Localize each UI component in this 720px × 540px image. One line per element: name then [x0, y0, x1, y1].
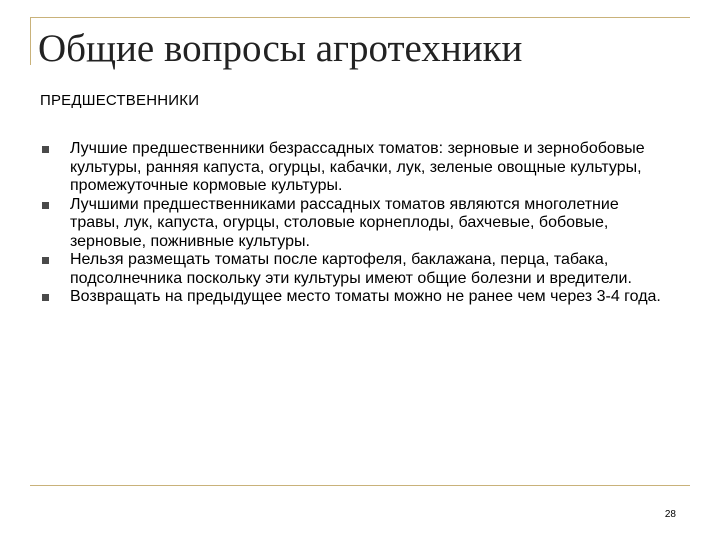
- bullet-item: [40, 196, 690, 252]
- slide-title: Общие вопросы агротехники: [38, 27, 523, 70]
- square-bullet-icon: [42, 202, 49, 209]
- bullet-item: [40, 140, 690, 196]
- bullet-text: Возвращать на предыдущее место томаты можно не ранее чем через 3-4 года.: [70, 288, 661, 305]
- bullet-item: [40, 251, 690, 288]
- bullet-text: Нельзя размещать томаты после картофеля, баклажана, перца, табака, подсолнечника поскольку эти культуры имеют общие болезни и вредители.: [70, 251, 632, 287]
- bullet-item: [40, 288, 690, 307]
- square-bullet-icon: [42, 257, 49, 264]
- slide-subtitle: ПРЕДШЕСТВЕННИКИ: [40, 92, 200, 109]
- bullet-text: Лучшими предшественниками рассадных томатов являются многолетние травы, лук, капуста, огурцы, столовые корнеплоды, бахчевые, бобовые, зерновые, пожнивные культуры.: [70, 195, 619, 250]
- page-number: 28: [664, 509, 676, 520]
- bullet-text: Лучшие предшественники безрассадных томатов: зерновые и зернобобовые культуры, ранняя капуста, огурцы, кабачки, лук, зеленые овощные культуры, промежуточные кормовые культуры.: [70, 140, 645, 194]
- bullet-list: [40, 140, 690, 307]
- square-bullet-icon: [42, 146, 49, 153]
- frame-top-line: [30, 17, 690, 18]
- footer-divider: [30, 485, 690, 486]
- square-bullet-icon: [42, 294, 49, 301]
- frame-left-line: [30, 17, 31, 65]
